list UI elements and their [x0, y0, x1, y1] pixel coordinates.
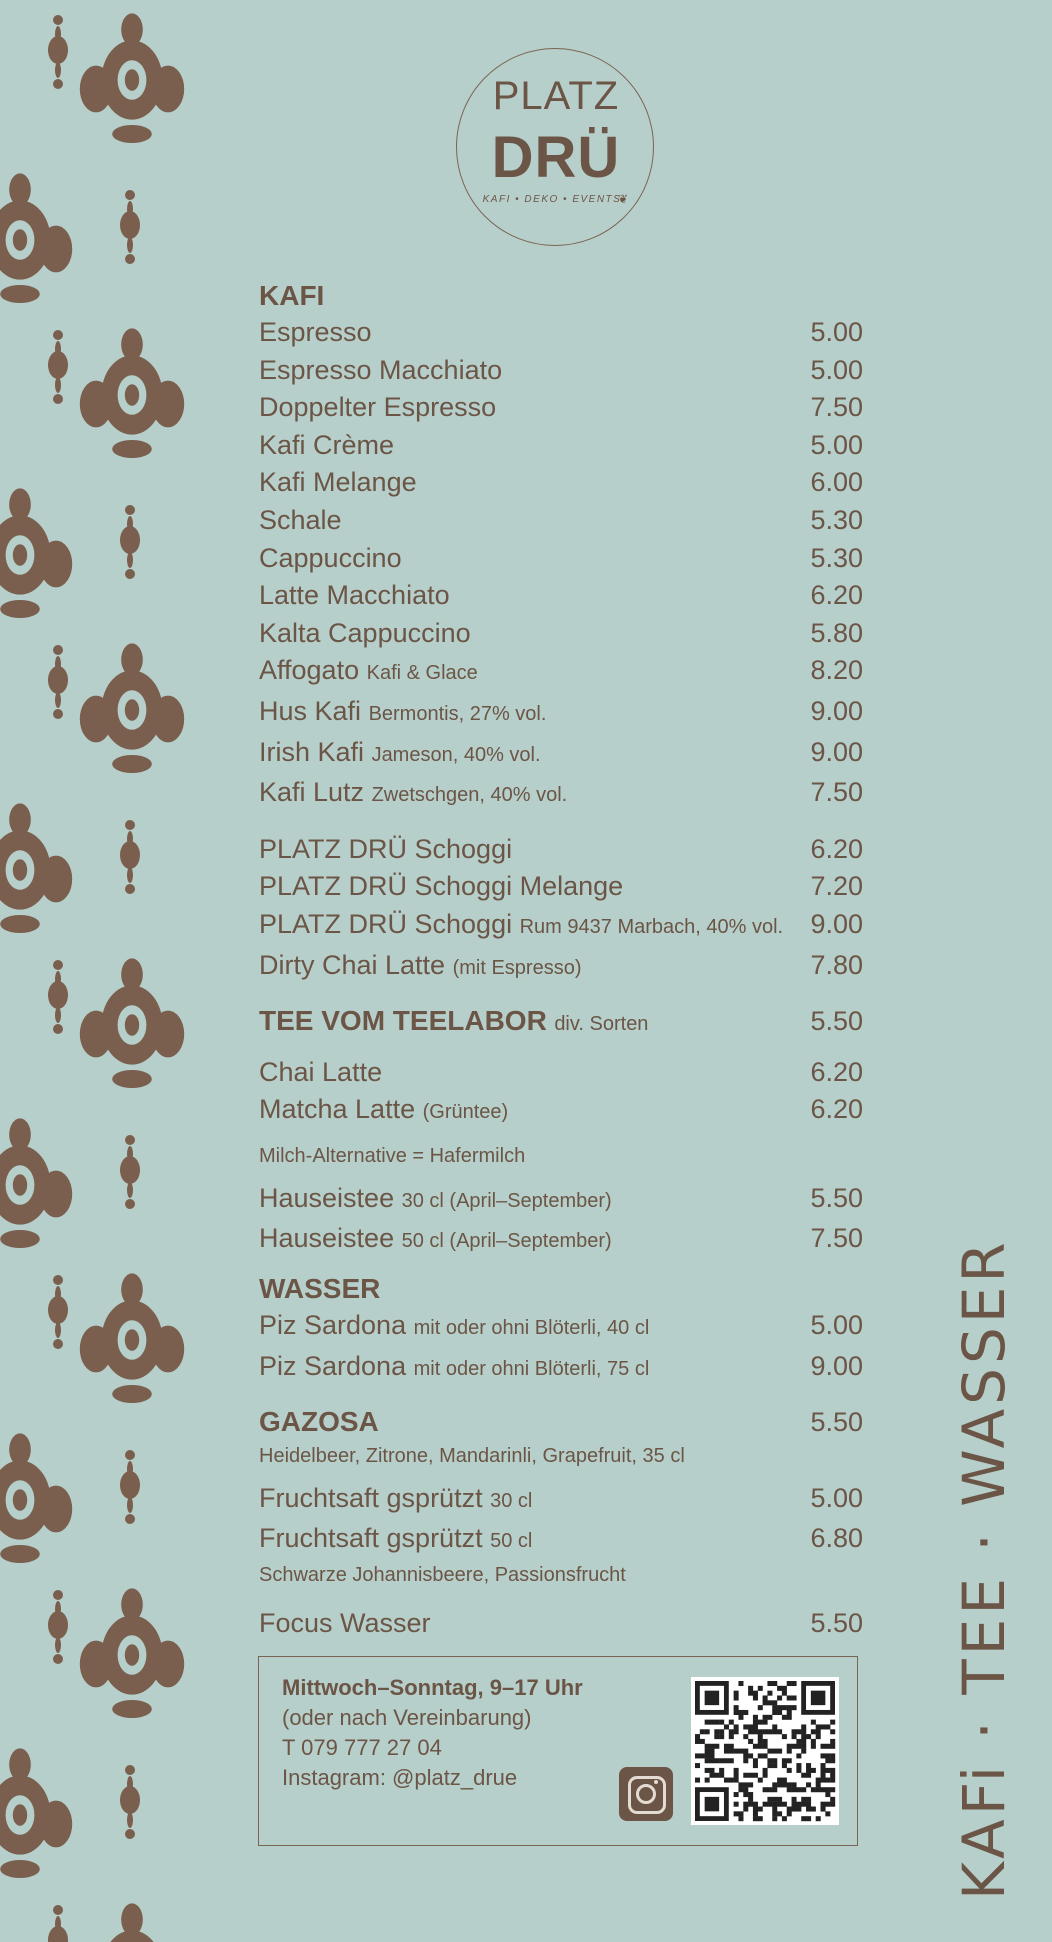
item-name: Piz Sardona: [259, 1350, 407, 1381]
section-title-kafi: KAFI: [259, 280, 325, 311]
menu-item: [259, 1605, 863, 1643]
item-name: Fruchtsaft gsprützt: [259, 1482, 483, 1513]
item-price: 5.00: [810, 429, 863, 460]
menu-item: [259, 1091, 863, 1132]
item-name: Latte Macchiato: [259, 580, 450, 611]
item-detail: 50 cl: [490, 1530, 533, 1553]
focus-list: [259, 1605, 863, 1643]
item-name: Cappuccino: [259, 542, 402, 573]
item-name: Hauseistee: [259, 1182, 395, 1213]
item-name: PLATZ DRÜ Schoggi Melange: [259, 871, 624, 902]
damask-stem: [120, 820, 140, 894]
item-name: Dirty Chai Latte: [259, 949, 446, 980]
item-name: Espresso: [259, 317, 372, 347]
item-name: Irish Kafi: [259, 736, 365, 767]
logo: [456, 48, 656, 248]
item-price: 5.30: [810, 504, 863, 535]
damask-stem: [48, 960, 68, 1034]
item-price: 6.00: [810, 467, 863, 498]
damask-stem: [120, 505, 140, 579]
logo-name-bottom: DRÜ: [491, 125, 621, 190]
damask-stem: [48, 1905, 68, 1942]
damask-stem: [48, 645, 68, 719]
fruchtsaft-note: Schwarze Johannisbeere, Passionsfrucht: [259, 1564, 626, 1587]
item-price: 5.80: [810, 617, 863, 648]
logo-name-top: PLATZ: [492, 74, 620, 118]
menu-item: [259, 1054, 863, 1092]
item-name: Hauseistee: [259, 1223, 395, 1254]
item-name: Espresso Macchiato: [259, 354, 503, 385]
tee-list: [259, 1054, 863, 1132]
item-name: Chai Latte: [259, 1056, 383, 1087]
menu-item: [259, 1307, 863, 1348]
damask-motif: [0, 1118, 72, 1248]
damask-stem: [120, 1450, 140, 1524]
leaf-icon: ❦: [618, 192, 629, 206]
menu-item: [259, 868, 863, 906]
item-name: PLATZ DRÜ Schoggi: [259, 833, 513, 864]
eistee-list: [259, 1180, 863, 1261]
menu-item: [259, 906, 863, 947]
menu-item: [259, 1220, 863, 1261]
item-price: 5.50: [810, 1608, 863, 1639]
damask-pattern: [0, 0, 195, 1942]
menu-item: [259, 1180, 863, 1221]
item-detail: 30 cl: [490, 1489, 533, 1512]
menu-item: [259, 352, 863, 390]
menu-item: [259, 693, 863, 734]
menu-item: [259, 1480, 863, 1521]
menu-item: [259, 615, 863, 653]
opening-hours-note: (oder nach Vereinbarung): [282, 1705, 532, 1730]
item-name: Affogato: [259, 655, 360, 686]
item-detail: Zwetschgen, 40% vol.: [371, 784, 568, 807]
item-price: 7.50: [810, 777, 863, 808]
item-name: Kafi Lutz: [259, 777, 365, 808]
wasser-list: [259, 1307, 863, 1388]
item-name: Kafi Melange: [259, 467, 417, 498]
item-price: 8.20: [810, 655, 863, 686]
item-price: 7.20: [810, 871, 863, 902]
section-title-wasser: WASSER: [259, 1273, 381, 1305]
gazosa-header-row: [259, 1404, 863, 1442]
item-name: Piz Sardona: [259, 1310, 407, 1341]
item-detail: Jameson, 40% vol.: [371, 743, 541, 766]
menu-item: [259, 314, 863, 352]
damask-stem: [48, 330, 68, 404]
item-price: 9.00: [810, 1350, 863, 1381]
item-detail: 50 cl (April–September): [401, 1230, 612, 1253]
schoggi-list: [259, 831, 863, 987]
item-price: 9.00: [810, 695, 863, 726]
item-name: Doppelter Espresso: [259, 392, 497, 423]
item-price: 6.20: [810, 1094, 863, 1125]
instagram-icon[interactable]: [619, 1767, 673, 1821]
tee-header-row: [259, 1003, 863, 1044]
damask-stem: [48, 1275, 68, 1349]
item-name: Fruchtsaft gsprützt: [259, 1523, 483, 1554]
damask-motif: [80, 1903, 184, 1942]
menu: [259, 278, 863, 1643]
instagram-handle: Instagram: @platz_drue: [282, 1765, 518, 1790]
item-price: 6.20: [810, 1056, 863, 1087]
damask-stem: [120, 1135, 140, 1209]
menu-item: [259, 389, 863, 427]
item-price: 5.50: [810, 1182, 863, 1213]
damask-motif: [80, 643, 184, 773]
item-detail: mit oder ohni Blöterli, 75 cl: [413, 1357, 650, 1380]
damask-motif: [80, 328, 184, 458]
menu-item: [259, 947, 863, 988]
item-price: 5.00: [810, 1310, 863, 1341]
item-detail: Bermontis, 27% vol.: [368, 702, 547, 725]
side-title: KAFi · TEE · WASSER: [950, 1238, 1018, 1900]
item-price: 7.80: [810, 949, 863, 980]
damask-motif: [0, 1433, 72, 1563]
damask-stem: [120, 1765, 140, 1839]
gazosa-note: Heidelbeer, Zitrone, Mandarinli, Grapefruit, 35 cl: [259, 1444, 685, 1467]
item-price: 5.00: [810, 354, 863, 385]
damask-motif: [80, 13, 184, 143]
item-detail: (mit Espresso): [452, 956, 582, 979]
item-price: 6.20: [810, 580, 863, 611]
item-detail: (Grüntee): [422, 1101, 509, 1124]
menu-item: [259, 774, 863, 815]
section-title-gazosa: GAZOSA: [259, 1406, 379, 1438]
menu-item: [259, 427, 863, 465]
damask-motif: [0, 1748, 72, 1878]
item-name: Matcha Latte: [259, 1094, 416, 1125]
damask-stem: [120, 190, 140, 264]
phone-number: T 079 777 27 04: [282, 1735, 442, 1760]
gazosa-price: 5.50: [810, 1407, 863, 1438]
section-title-tee: TEE VOM TEELABOR: [259, 1005, 547, 1037]
logo-tagline: KAFI • DEKO • EVENTS: [482, 194, 622, 205]
item-price: 9.00: [810, 736, 863, 767]
qr-code-icon[interactable]: [691, 1677, 839, 1825]
item-detail: Kafi & Glace: [366, 662, 478, 685]
menu-item: [259, 652, 863, 693]
item-price: 6.20: [810, 833, 863, 864]
item-detail: 30 cl (April–September): [401, 1189, 612, 1212]
tee-detail: div. Sorten: [554, 1013, 649, 1036]
item-name: Schale: [259, 504, 342, 535]
menu-item: [259, 464, 863, 502]
info-box: [258, 1656, 858, 1846]
tee-note: Milch-Alternative = Hafermilch: [259, 1144, 526, 1167]
menu-item: [259, 577, 863, 615]
item-price: 6.80: [810, 1523, 863, 1554]
tee-price: 5.50: [810, 1006, 863, 1037]
damask-motif: [0, 173, 72, 303]
damask-motif: [80, 1588, 184, 1718]
menu-item: [259, 540, 863, 578]
item-name: Kalta Cappuccino: [259, 617, 471, 648]
item-price: 5.00: [810, 1482, 863, 1513]
item-detail: mit oder ohni Blöterli, 40 cl: [413, 1317, 650, 1340]
kafi-list: [259, 314, 863, 815]
damask-motif: [80, 958, 184, 1088]
menu-item: [259, 734, 863, 775]
damask-stem: [48, 1590, 68, 1664]
menu-item: [259, 831, 863, 869]
menu-item: [259, 1348, 863, 1389]
damask-motif: [0, 803, 72, 933]
item-price: 7.50: [810, 392, 863, 423]
item-name: Hus Kafi: [259, 695, 362, 726]
menu-item: [259, 1520, 863, 1561]
item-price: 5.30: [810, 542, 863, 573]
item-name: PLATZ DRÜ Schoggi: [259, 908, 513, 939]
opening-hours: Mittwoch–Sonntag, 9–17 Uhr: [282, 1675, 583, 1700]
item-detail: Rum 9437 Marbach, 40% vol.: [519, 915, 784, 938]
damask-stem: [48, 15, 68, 89]
item-name: Focus Wasser: [259, 1608, 431, 1639]
item-name: Kafi Crème: [259, 429, 395, 460]
item-price: 9.00: [810, 908, 863, 939]
damask-motif: [80, 1273, 184, 1403]
damask-motif: [0, 488, 72, 618]
item-price: 7.50: [810, 1223, 863, 1254]
menu-item: [259, 502, 863, 540]
fruchtsaft-list: [259, 1480, 863, 1561]
item-price: 5.00: [810, 317, 863, 347]
